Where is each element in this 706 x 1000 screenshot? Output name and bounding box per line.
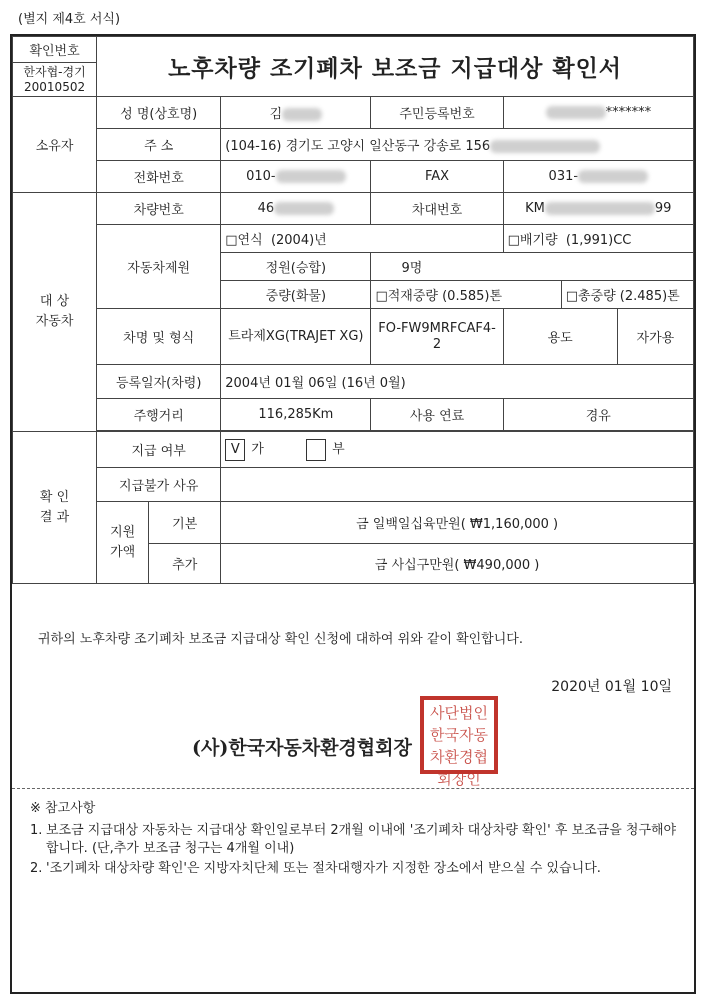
capacity-value: 9명: [371, 253, 694, 281]
note-item: [30, 860, 680, 878]
plate-label: 차량번호: [97, 193, 221, 225]
fuel-label: 사용 연료: [371, 399, 503, 431]
owner-rrn-label: 주민등록번호: [371, 97, 503, 129]
result-label-line1: 확 인: [39, 489, 70, 505]
owner-phone-label: 전화번호: [97, 161, 221, 193]
notes-header: ※ 참고사항: [30, 801, 96, 816]
notes: [30, 800, 680, 878]
confirm-no-line2: 20010502: [24, 79, 86, 94]
reg-date-label: 등록일자(차령): [97, 365, 221, 399]
pay-yes-checkbox[interactable]: V: [225, 439, 245, 461]
pay-yes-label: 가: [251, 442, 264, 458]
result-section-label: [13, 432, 97, 584]
certificate-table: [12, 36, 694, 584]
amount-label-line1: 지원: [110, 524, 136, 540]
model-label: 차명 및 형식: [97, 309, 221, 365]
gross-weight-field: □총중량 (2.485)톤: [561, 281, 693, 309]
extra-label: 추가: [149, 544, 221, 584]
year-field: □연식 (2004)년: [221, 225, 503, 253]
usage-label: 용도: [503, 309, 617, 365]
owner-section-label: 소유자: [13, 97, 97, 193]
nopay-reason-label: 지급불가 사유: [97, 468, 221, 502]
owner-rrn-value: *******: [503, 97, 693, 129]
model-name: 트라제XG(TRAJET XG): [221, 309, 371, 365]
vehicle-label-line1: 대 상: [39, 294, 70, 309]
pay-options: [221, 432, 694, 468]
confirmation-statement: 귀하의 노후차량 조기폐차 보조금 지급대상 확인 신청에 대하여 위와 같이 확인합니다.: [38, 632, 523, 647]
note-item: [30, 822, 680, 858]
plate-value: 46: [221, 193, 371, 225]
page-title: 노후차량 조기폐차 보조금 지급대상 확인서: [97, 37, 694, 97]
owner-address-label: 주 소: [97, 129, 221, 161]
basic-amount: 금 일백일십육만원( ₩1,160,000 ): [221, 502, 694, 544]
usage-value: 자가용: [617, 309, 693, 365]
reg-date-value: 2004년 01월 06일 (16년 0월): [221, 365, 694, 399]
capacity-label: 정원(승합): [221, 253, 371, 281]
official-seal: [420, 696, 498, 788]
result-label-line2: 결 과: [39, 509, 70, 525]
mileage-value: 116,285Km: [221, 399, 371, 431]
note-text: 보조금 지급대상 자동차는 지급대상 확인일로부터 2개월 이내에 '조기폐차 대상차량 확인' 후 보조금을 청구해야 합니다. (단,추가 보조금 청구는 4개월 이내): [46, 823, 677, 856]
load-weight-field: □적재중량 (0.585)톤: [371, 281, 561, 309]
model-type: FO-FW9MRFCAF4-2: [371, 309, 503, 365]
weight-label: 중량(화물): [221, 281, 371, 309]
confirm-no-label: 확인번호: [13, 37, 97, 63]
owner-address-value: (104-16) 경기도 고양시 일산동구 강송로 156: [221, 129, 694, 161]
vehicle-section-label: [13, 193, 97, 432]
specs-label: 자동차제원: [97, 225, 221, 309]
owner-fax-value: 031-: [503, 161, 693, 193]
confirm-no-value: [13, 63, 97, 97]
extra-amount: 금 사십구만원( ₩490,000 ): [221, 544, 694, 584]
vin-value: KM 99: [503, 193, 693, 225]
pay-label: 지급 여부: [97, 432, 221, 468]
issuer-name: (사)한국자동차환경협회장: [192, 737, 412, 759]
nopay-reason-value: [221, 468, 694, 502]
seal-text: 사단법인한국자동차환경협회장인: [430, 704, 488, 788]
mileage-label: 주행거리: [97, 399, 221, 431]
owner-fax-label: FAX: [371, 161, 503, 193]
pay-no-checkbox[interactable]: [306, 439, 326, 461]
confirm-no-line1: 한자협-경기: [23, 64, 86, 79]
note-number: 2.: [30, 861, 43, 876]
vehicle-label-line2: 자동차: [35, 314, 74, 329]
vin-label: 차대번호: [371, 193, 503, 225]
fuel-value: 경유: [503, 399, 693, 431]
amount-label: [97, 502, 149, 584]
note-text: '조기폐차 대상차량 확인'은 지방자치단체 또는 절차대행자가 지정한 장소에서 받으실 수 있습니다.: [46, 861, 601, 876]
owner-name-value: 김: [221, 97, 371, 129]
owner-phone-value: 010-: [221, 161, 371, 193]
note-number: 1.: [30, 823, 43, 838]
notes-divider: [12, 788, 694, 789]
certificate-sheet: [10, 34, 696, 994]
owner-name-label: 성 명(상호명): [97, 97, 221, 129]
basic-label: 기본: [149, 502, 221, 544]
amount-label-line2: 가액: [110, 544, 136, 560]
issue-date: 2020년 01월 10일: [551, 679, 672, 695]
displacement-field: □배기량 (1,991)CC: [503, 225, 693, 253]
form-label: (별지 제4호 서식): [18, 12, 121, 27]
pay-no-label: 부: [332, 442, 345, 458]
